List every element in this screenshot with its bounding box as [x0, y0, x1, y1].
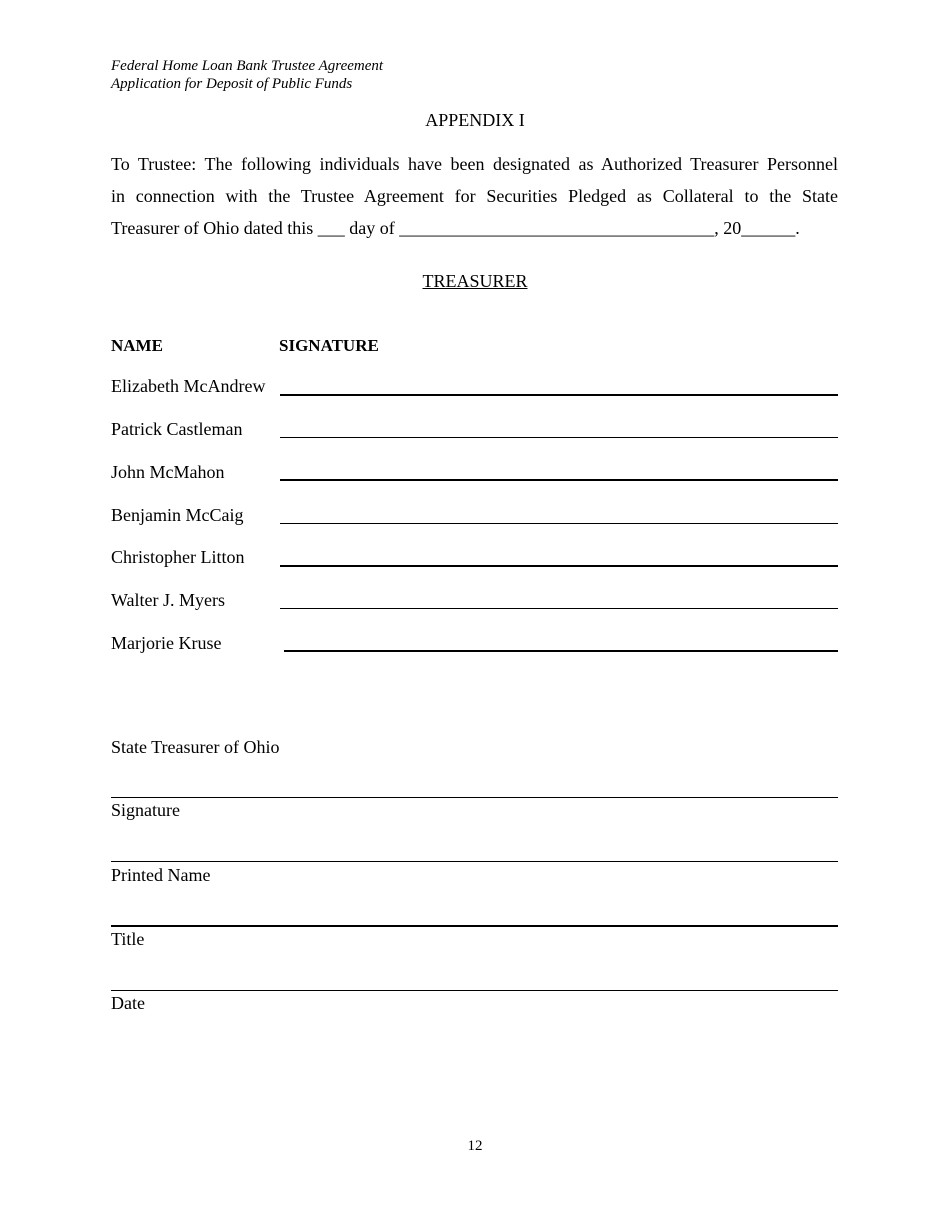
column-header-name: NAME — [111, 336, 163, 355]
personnel-name: Elizabeth McAndrew — [111, 376, 266, 396]
signature-line[interactable] — [280, 479, 838, 481]
intro-line-1: To Trustee: The following individuals have been designated as Authorized Treasurer Personnel — [111, 154, 838, 174]
personnel-name: Christopher Litton — [111, 547, 245, 567]
title-label: Title — [111, 929, 145, 949]
personnel-name: Patrick Castleman — [111, 419, 243, 439]
intro-line-2: in connection with the Trustee Agreement for Securities Pledged as Collateral to the State — [111, 186, 838, 206]
signature-line[interactable] — [280, 523, 838, 524]
intro-paragraph — [111, 148, 838, 244]
personnel-name: Benjamin McCaig — [111, 505, 244, 525]
signature-line[interactable] — [280, 565, 838, 567]
title-field-line[interactable] — [111, 925, 838, 927]
signature-line[interactable] — [280, 437, 838, 438]
signature-label: Signature — [111, 800, 180, 820]
personnel-name: Marjorie Kruse — [111, 633, 222, 653]
appendix-title: APPENDIX I — [425, 110, 525, 130]
personnel-name: John McMahon — [111, 462, 225, 482]
header-subtitle: Application for Deposit of Public Funds — [111, 76, 353, 92]
signature-line[interactable] — [280, 608, 838, 609]
date-label: Date — [111, 993, 145, 1013]
signature-line[interactable] — [280, 394, 838, 396]
signature-line[interactable] — [284, 650, 838, 652]
state-treasurer-title: State Treasurer of Ohio — [111, 737, 280, 757]
column-header-signature: SIGNATURE — [279, 336, 379, 355]
section-title: TREASURER — [422, 271, 528, 291]
printed-name-field-line[interactable] — [111, 861, 838, 862]
date-field-line[interactable] — [111, 990, 838, 991]
printed-name-label: Printed Name — [111, 865, 211, 885]
personnel-name: Walter J. Myers — [111, 590, 226, 610]
signature-field-line[interactable] — [111, 797, 838, 798]
intro-line-3: Treasurer of Ohio dated this ___ day of ___________________________________, 20______. — [111, 218, 800, 238]
header-title: Federal Home Loan Bank Trustee Agreement — [111, 58, 384, 74]
page-number: 12 — [467, 1138, 483, 1154]
